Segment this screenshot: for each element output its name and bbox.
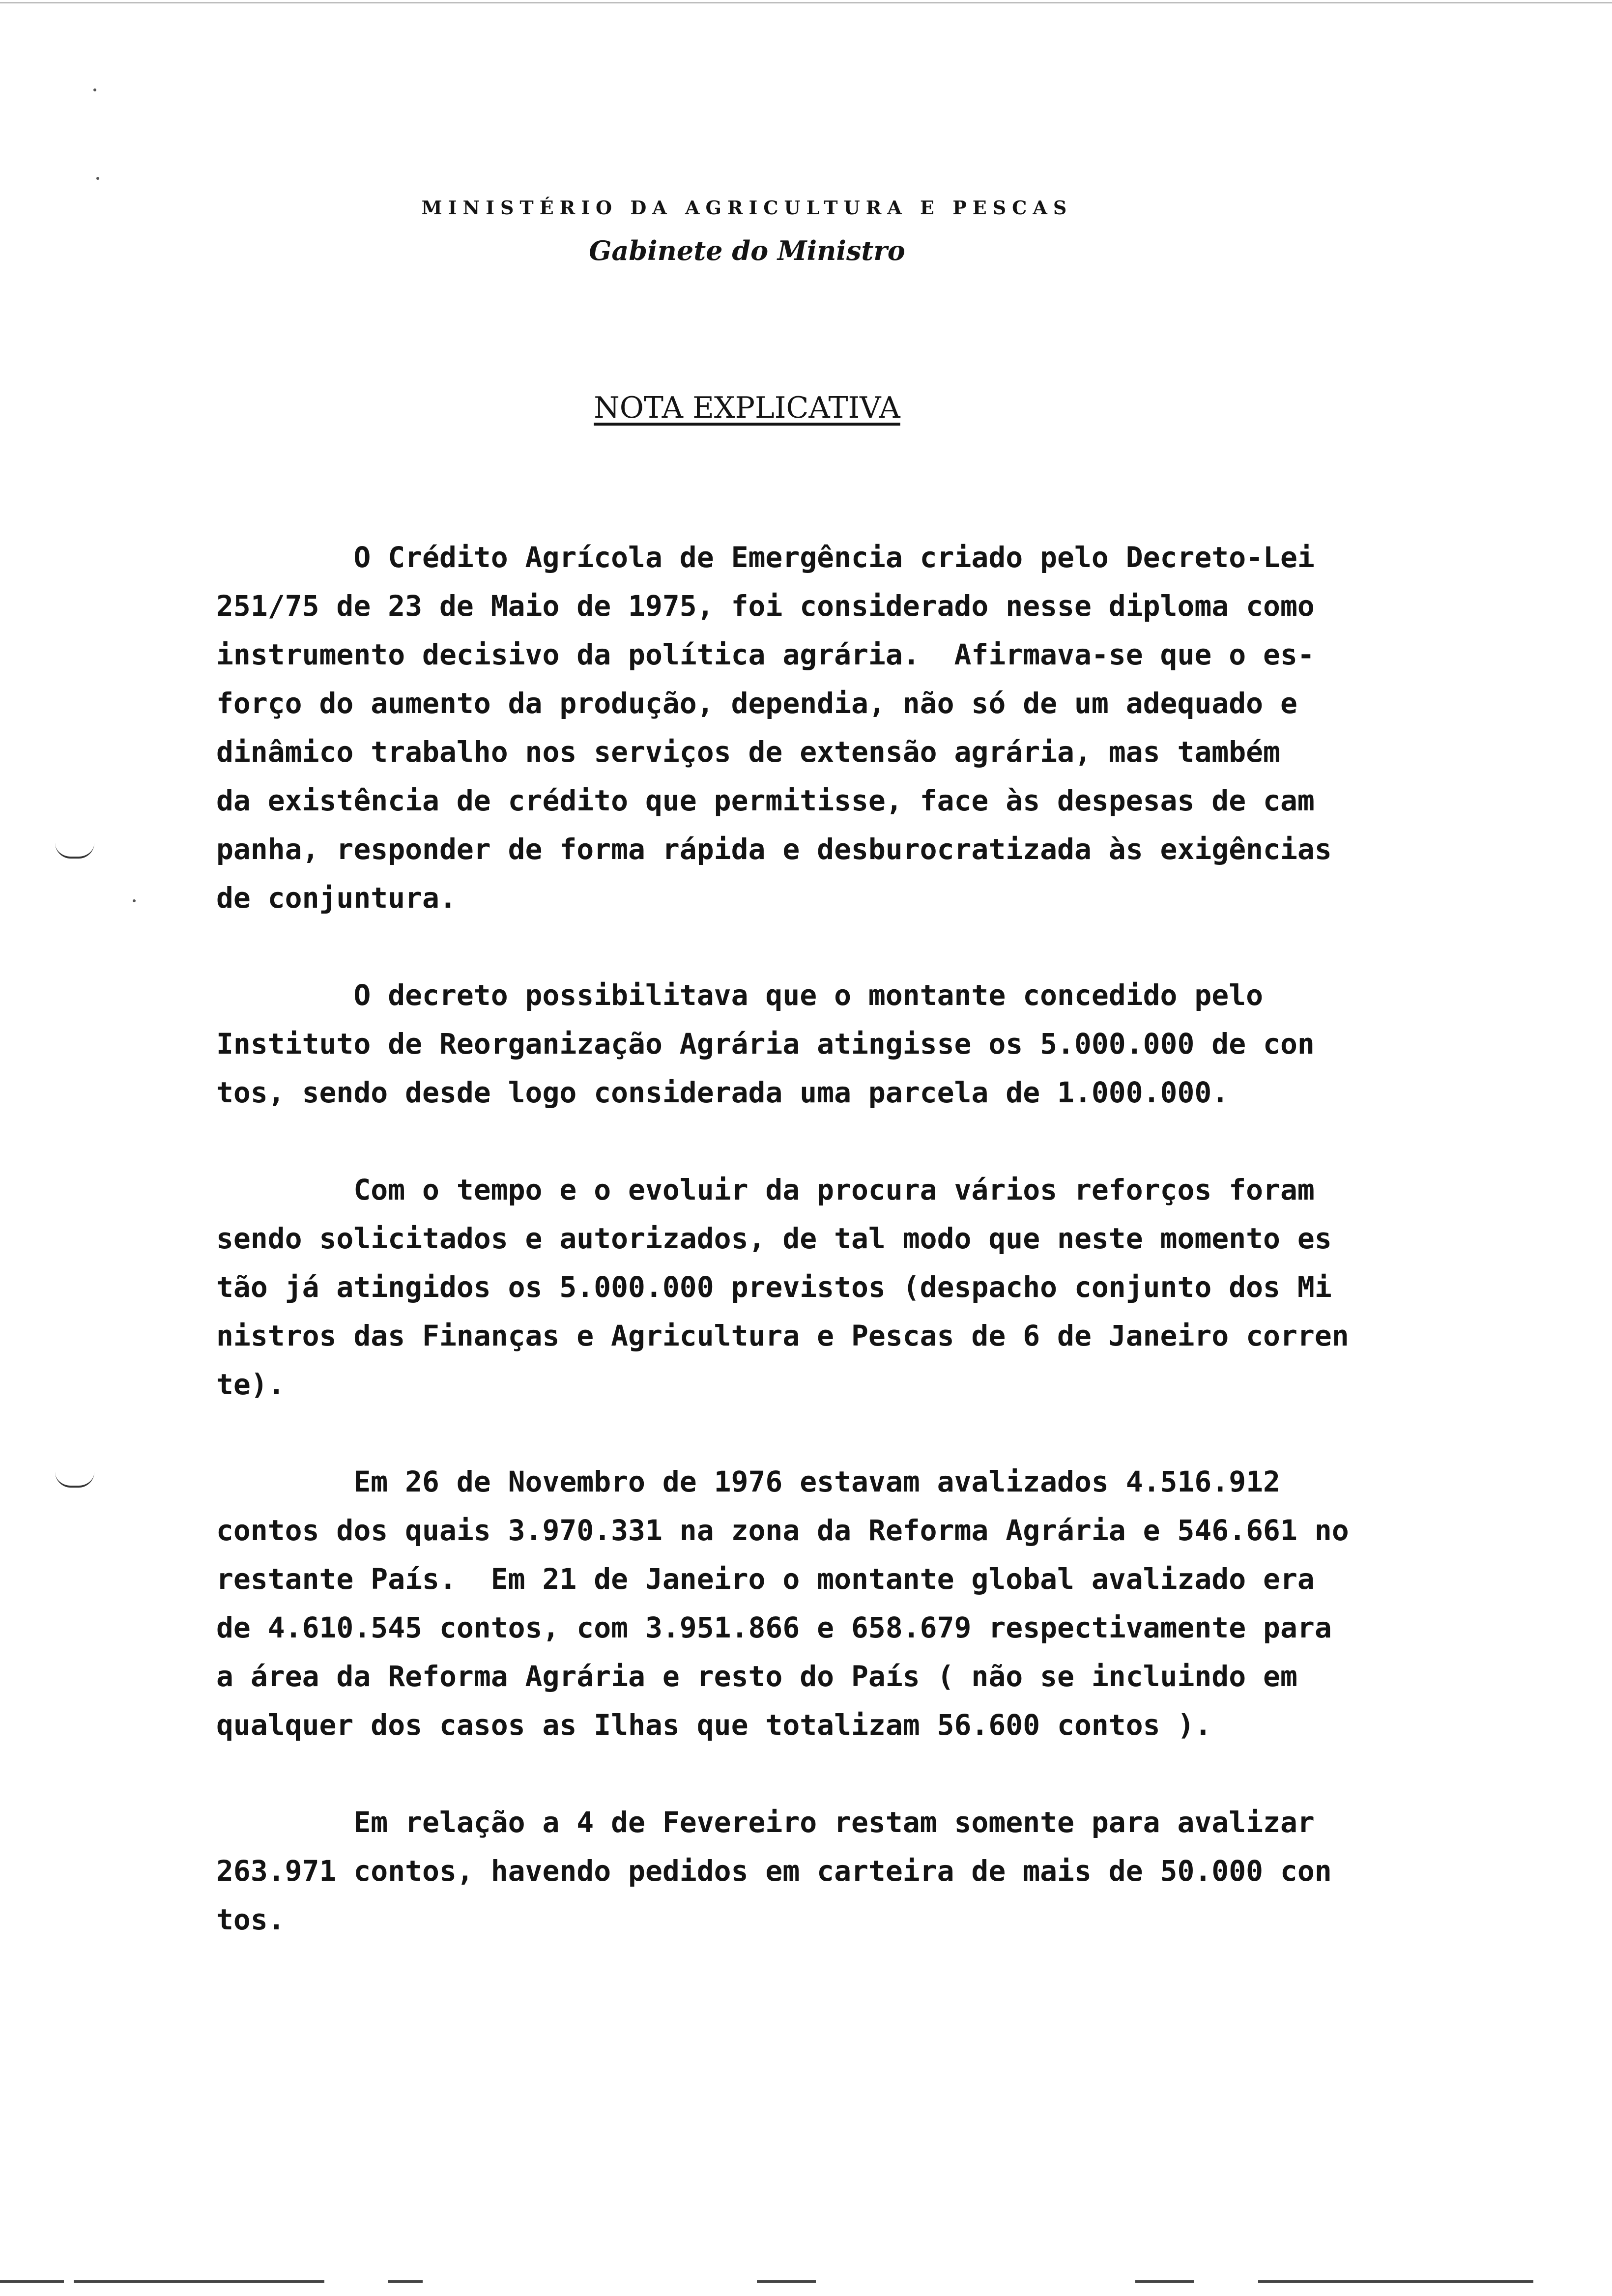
text-line: te). xyxy=(216,1368,285,1401)
text-line: panha, responder de forma rápida e desburocratizada às exigências xyxy=(216,832,1332,866)
document-title xyxy=(0,391,1494,425)
text-line: O Crédito Agrícola de Emergência criado pelo Decreto-Lei xyxy=(216,541,1315,574)
text-line: instrumento decisivo da política agrária. Afirmava-se que o es- xyxy=(216,638,1315,671)
cabinet-subtitle: Gabinete do Ministro xyxy=(589,235,905,266)
margin-mark xyxy=(55,1472,94,1488)
text-line: forço do aumento da produção, dependia, não só de um adequado e xyxy=(216,687,1297,720)
text-line: tos. xyxy=(216,1903,285,1936)
text-line: Em 26 de Novembro de 1976 estavam avalizados 4.516.912 xyxy=(216,1465,1280,1498)
text-line: sendo solicitados e autorizados, de tal modo que neste momento es xyxy=(216,1222,1332,1255)
document-body xyxy=(216,533,1514,1993)
bottom-edge-artifacts xyxy=(0,2280,1612,2284)
paragraph xyxy=(216,1798,1514,1944)
text-line: qualquer dos casos as Ilhas que totalizam 56.600 contos ). xyxy=(216,1708,1212,1742)
text-line: restante País. Em 21 de Janeiro o montante global avalizado era xyxy=(216,1562,1315,1596)
text-line: dinâmico trabalho nos serviços de extensão agrária, mas também xyxy=(216,735,1280,769)
text-line: O decreto possibilitava que o montante concedido pelo xyxy=(216,978,1264,1012)
document-title-text: NOTA EXPLICATIVA xyxy=(594,391,900,425)
text-line: a área da Reforma Agrária e resto do País ( não se incluindo em xyxy=(216,1660,1297,1693)
paragraph xyxy=(216,1458,1514,1750)
text-line: tão já atingidos os 5.000.000 previstos (despacho conjunto dos Mi xyxy=(216,1270,1332,1304)
paragraph xyxy=(216,1166,1514,1409)
text-line: nistros das Finanças e Agricultura e Pescas de 6 de Janeiro corren xyxy=(216,1319,1349,1352)
paragraph xyxy=(216,971,1514,1117)
ministry-header: MINISTÉRIO DA AGRICULTURA E PESCAS xyxy=(421,197,1073,219)
text-line: contos dos quais 3.970.331 na zona da Reforma Agrária e 546.661 no xyxy=(216,1514,1349,1547)
text-line: Em relação a 4 de Fevereiro restam somente para avalizar xyxy=(216,1806,1315,1839)
text-line: da existência de crédito que permitisse, face às despesas de cam xyxy=(216,784,1315,817)
top-edge-line xyxy=(0,2,1612,3)
text-line: de conjuntura. xyxy=(216,881,457,915)
scan-speck xyxy=(93,88,96,91)
paragraph xyxy=(216,533,1514,922)
text-line: Instituto de Reorganização Agrária atingisse os 5.000.000 de con xyxy=(216,1027,1315,1061)
text-line: de 4.610.545 contos, com 3.951.866 e 658.679 respectivamente para xyxy=(216,1611,1332,1644)
text-line: 251/75 de 23 de Maio de 1975, foi considerado nesse diploma como xyxy=(216,589,1315,623)
margin-mark xyxy=(55,843,94,859)
scan-speck xyxy=(96,177,99,180)
text-line: 263.971 contos, havendo pedidos em carteira de mais de 50.000 con xyxy=(216,1854,1332,1888)
text-line: tos, sendo desde logo considerada uma parcela de 1.000.000. xyxy=(216,1076,1229,1109)
scan-speck xyxy=(133,899,136,902)
text-line: Com o tempo e o evoluir da procura vários reforços foram xyxy=(216,1173,1315,1206)
